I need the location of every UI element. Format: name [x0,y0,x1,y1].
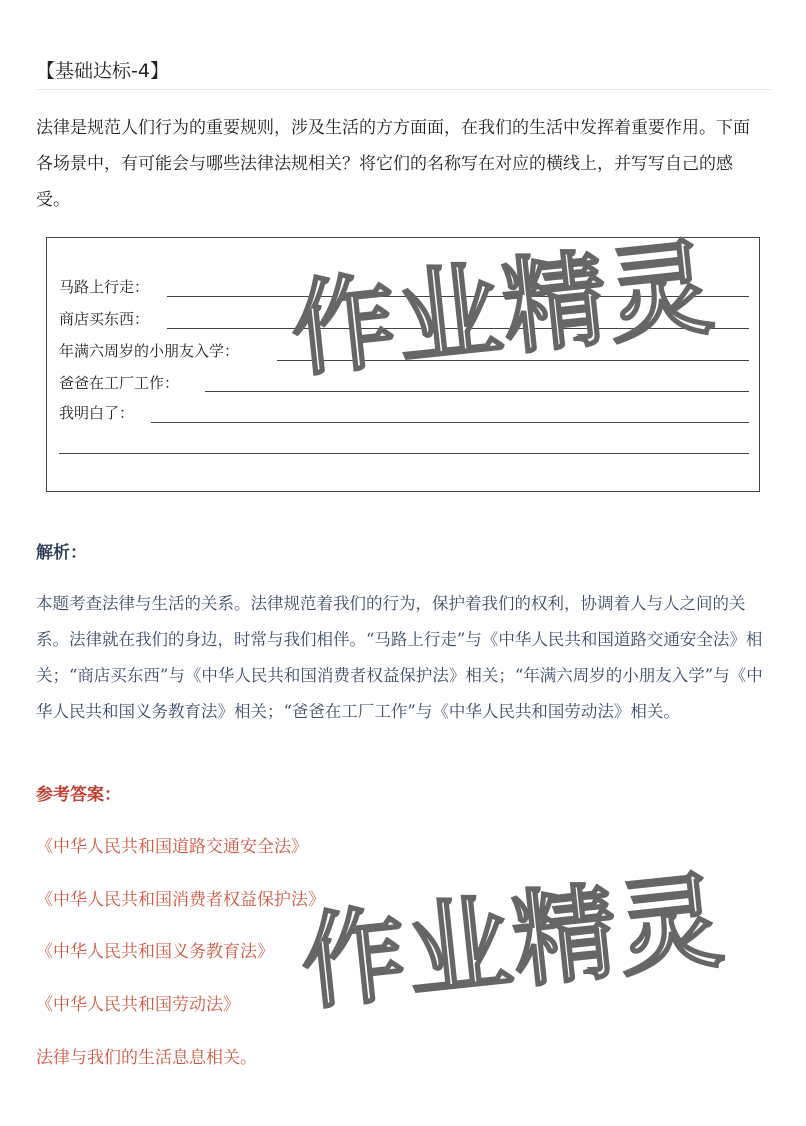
question-prompt: 法律是规范人们行为的重要规则，涉及生活的方方面面，在我们的生活中发挥着重要作用。下面各场景中，有可能会与哪些法律法规相关？将它们的名称写在对应的横线上，并写写自己的感受。 [36,118,750,210]
worksheet-row-shop: 商店买东西： [59,310,150,328]
answer-worksheet-box [46,237,760,492]
answer-heading: 参考答案： [36,785,121,805]
worksheet-row-school: 年满六周岁的小朋友入学： [59,342,240,360]
worksheet-row-factory: 爸爸在工厂工作： [59,374,180,392]
answer-line-extra[interactable] [59,453,749,454]
worksheet-row-feeling: 我明白了： [59,404,135,422]
watermark-bottom: 作业精灵 [295,859,731,1025]
answer-line[interactable] [167,296,749,297]
analysis-heading: 解析： [36,543,87,563]
worksheet-row-road: 马路上行走： [59,278,150,296]
analysis-text: 本题考查法律与生活的关系。法律规范着我们的行为，保护着我们的权利，协调着人与人之间的关系。法律就在我们的身边，时常与我们相伴。“马路上行走”与《中华人民共和国道路交通安全法》相关；“商店买东西”与《中华人民共和国消费者权益保护法》相关；“年满六周岁的小朋友入学”与《中华人民共和国义务教育法》相关；“爸爸在工厂工作”与《中华人民共和国劳动法》相关。 [36,594,763,721]
answer-item: 《中华人民共和国消费者权益保护法》 [36,890,325,910]
answer-line[interactable] [151,422,749,423]
answer-item: 法律与我们的生活息息相关。 [36,1048,257,1068]
answer-line[interactable] [277,360,749,361]
exercise-title: 【基础达标-4】 [36,60,169,82]
watermark-top: 作业精灵 [285,226,721,392]
title-divider [36,89,772,90]
answer-line[interactable] [167,328,749,329]
answer-item: 《中华人民共和国劳动法》 [36,995,240,1015]
answer-line[interactable] [205,391,749,392]
answer-item: 《中华人民共和国道路交通安全法》 [36,837,308,857]
answer-item: 《中华人民共和国义务教育法》 [36,942,274,962]
